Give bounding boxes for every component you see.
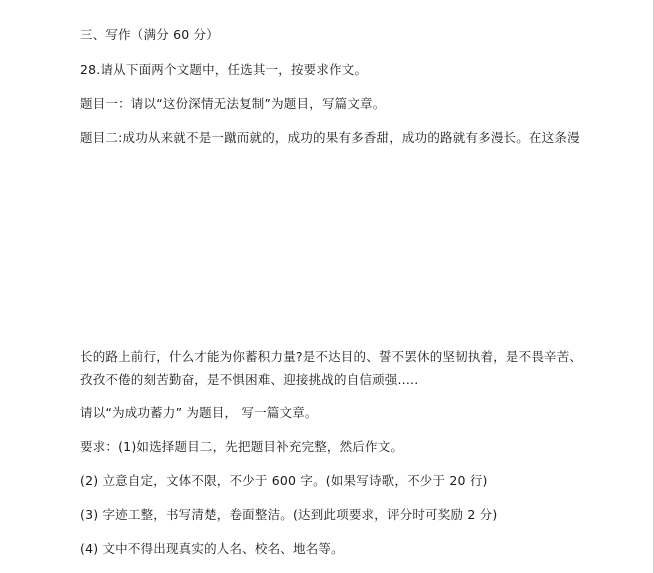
topic-two-cont-2: 孜孜不倦的刻苦勤奋，是不惧困难、迎接挑战的自信顽强.....	[80, 372, 419, 387]
topic-two-prompt: 请以“为成功蓄力” 为题目， 写一篇文章。	[80, 405, 318, 420]
topic-two-intro: 题目二:成功从来就不是一蹴而就的，成功的果有多香甜，成功的路就有多漫长。在这条漫	[80, 130, 580, 145]
requirement-1: 要求：(1)如选择题目二，先把题目补充完整，然后作文。	[80, 439, 404, 454]
question-prompt: 28.请从下面两个文题中，任选其一，按要求作文。	[80, 62, 368, 77]
requirement-3: (3) 字迹工整，书写清楚，卷面整洁。(达到此项要求，评分时可奖励 2 分)	[80, 507, 498, 522]
section-heading: 三、写作（满分 60 分）	[80, 27, 219, 42]
topic-two-cont-1: 长的路上前行，什么才能为你蓄积力量?是不达目的、誓不罢休的坚韧执着，是不畏辛苦、	[80, 349, 583, 364]
topic-one: 题目一：请以“这份深情无法复制”为题目，写篇文章。	[80, 96, 386, 111]
requirement-4: (4) 文中不得出现真实的人名、校名、地名等。	[80, 541, 344, 556]
requirement-2: (2) 立意自定，文体不限，不少于 600 字。(如果写诗歌，不少于 20 行)	[80, 473, 488, 488]
